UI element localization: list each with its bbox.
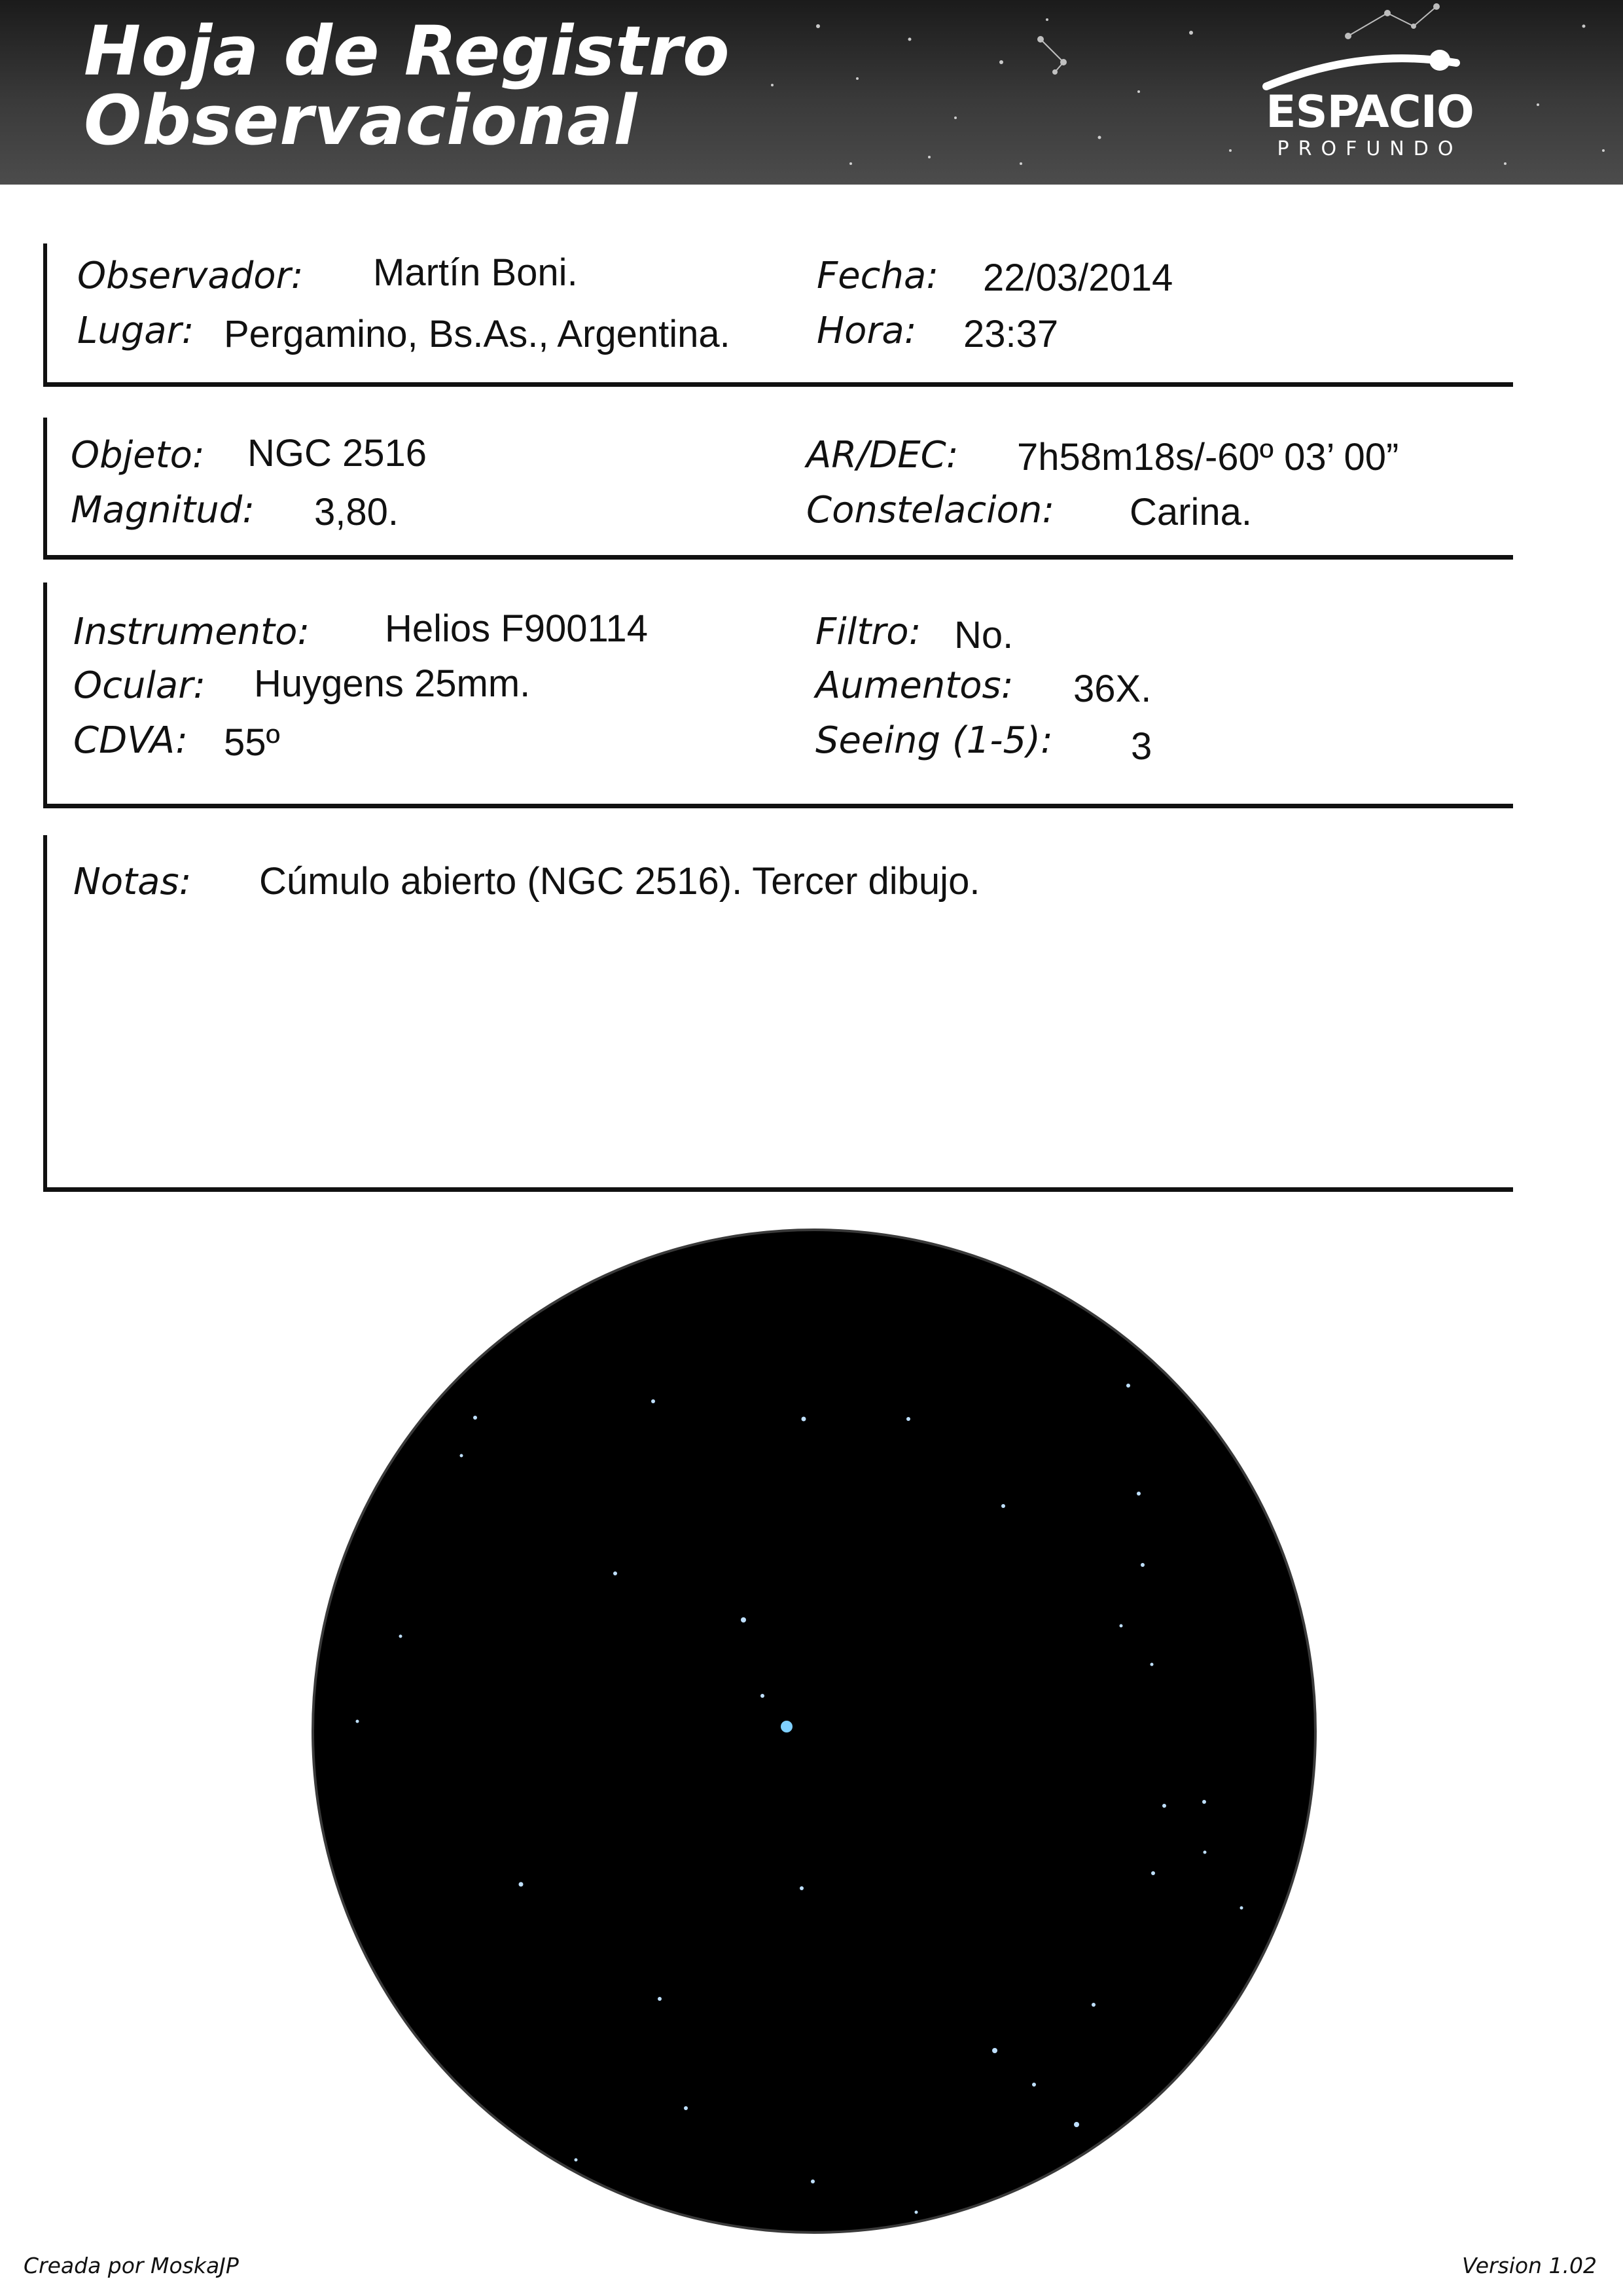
- filter-label: Filtro:: [815, 611, 921, 653]
- time-value: 23:37: [963, 313, 1059, 355]
- instrument-label: Instrumento:: [73, 611, 310, 653]
- notes-value: Cúmulo abierto (NGC 2516). Tercer dibujo.: [259, 860, 980, 903]
- object-value: NGC 2516: [247, 432, 427, 475]
- page-title-line-1: Hoja de Registro: [84, 11, 730, 91]
- star: [658, 1997, 662, 2001]
- observer-value: Martín Boni.: [373, 251, 578, 294]
- star: [1137, 1492, 1141, 1496]
- date-value: 22/03/2014: [983, 257, 1173, 299]
- star: [1092, 2003, 1096, 2007]
- eyepiece-label: Ocular:: [73, 664, 206, 707]
- star: [1240, 1907, 1243, 1910]
- magnification-value: 36X.: [1073, 668, 1152, 710]
- filter-value: No.: [954, 614, 1014, 656]
- radec-value: 7h58m18s/-60º 03’ 00”: [1017, 436, 1399, 478]
- star: [906, 1417, 910, 1421]
- cdva-value: 55º: [224, 721, 280, 764]
- star: [613, 1571, 617, 1575]
- eyepiece-value: Huygens 25mm.: [254, 662, 531, 705]
- star: [651, 1399, 655, 1403]
- star: [575, 2159, 578, 2162]
- star: [1032, 2083, 1036, 2087]
- constellation-value: Carina.: [1130, 491, 1252, 533]
- page-title-line-2: Observacional: [84, 81, 638, 160]
- star: [460, 1454, 463, 1458]
- star: [741, 1617, 746, 1623]
- star: [802, 1417, 806, 1422]
- bright-star: [781, 1721, 793, 1732]
- star: [356, 1720, 359, 1723]
- star: [473, 1416, 477, 1420]
- version-text: Version 1.02: [1462, 2253, 1597, 2278]
- star: [1001, 1504, 1005, 1508]
- notes-label: Notas:: [73, 861, 192, 903]
- constellation-label: Constelacion:: [806, 489, 1055, 531]
- star: [800, 1886, 804, 1890]
- magnitude-value: 3,80.: [314, 491, 399, 533]
- magnitude-label: Magnitud:: [71, 489, 255, 531]
- seeing-value: 3: [1131, 725, 1152, 768]
- star: [1150, 1663, 1154, 1666]
- date-label: Fecha:: [817, 255, 939, 297]
- seeing-label: Seeing (1-5):: [815, 719, 1053, 762]
- star: [1162, 1804, 1166, 1808]
- object-label: Objeto:: [71, 434, 205, 476]
- magnification-label: Aumentos:: [815, 664, 1014, 707]
- star: [1202, 1800, 1206, 1804]
- star: [1141, 1563, 1145, 1567]
- radec-label: AR/DEC:: [806, 434, 959, 476]
- star: [760, 1694, 764, 1698]
- place-label: Lugar:: [77, 310, 194, 352]
- star: [1120, 1624, 1123, 1628]
- cdva-label: CDVA:: [73, 719, 188, 762]
- star: [1204, 1851, 1207, 1854]
- brand-name: ESPACIO: [1266, 86, 1474, 138]
- observer-label: Observador:: [77, 255, 304, 297]
- star: [519, 1882, 524, 1887]
- credit-text: Creada por MoskaJP: [24, 2253, 239, 2278]
- brand-subtitle: PROFUNDO: [1277, 137, 1463, 160]
- place-value: Pergamino, Bs.As., Argentina.: [224, 313, 730, 355]
- star: [1074, 2122, 1079, 2127]
- star: [1126, 1384, 1130, 1388]
- star: [915, 2211, 918, 2214]
- time-label: Hora:: [817, 310, 917, 352]
- instrument-value: Helios F900114: [385, 607, 648, 650]
- field-of-view-circle: [313, 1230, 1315, 2233]
- star: [1151, 1871, 1155, 1875]
- star: [399, 1635, 402, 1638]
- star: [684, 2106, 688, 2110]
- star: [992, 2048, 997, 2053]
- star: [811, 2179, 815, 2183]
